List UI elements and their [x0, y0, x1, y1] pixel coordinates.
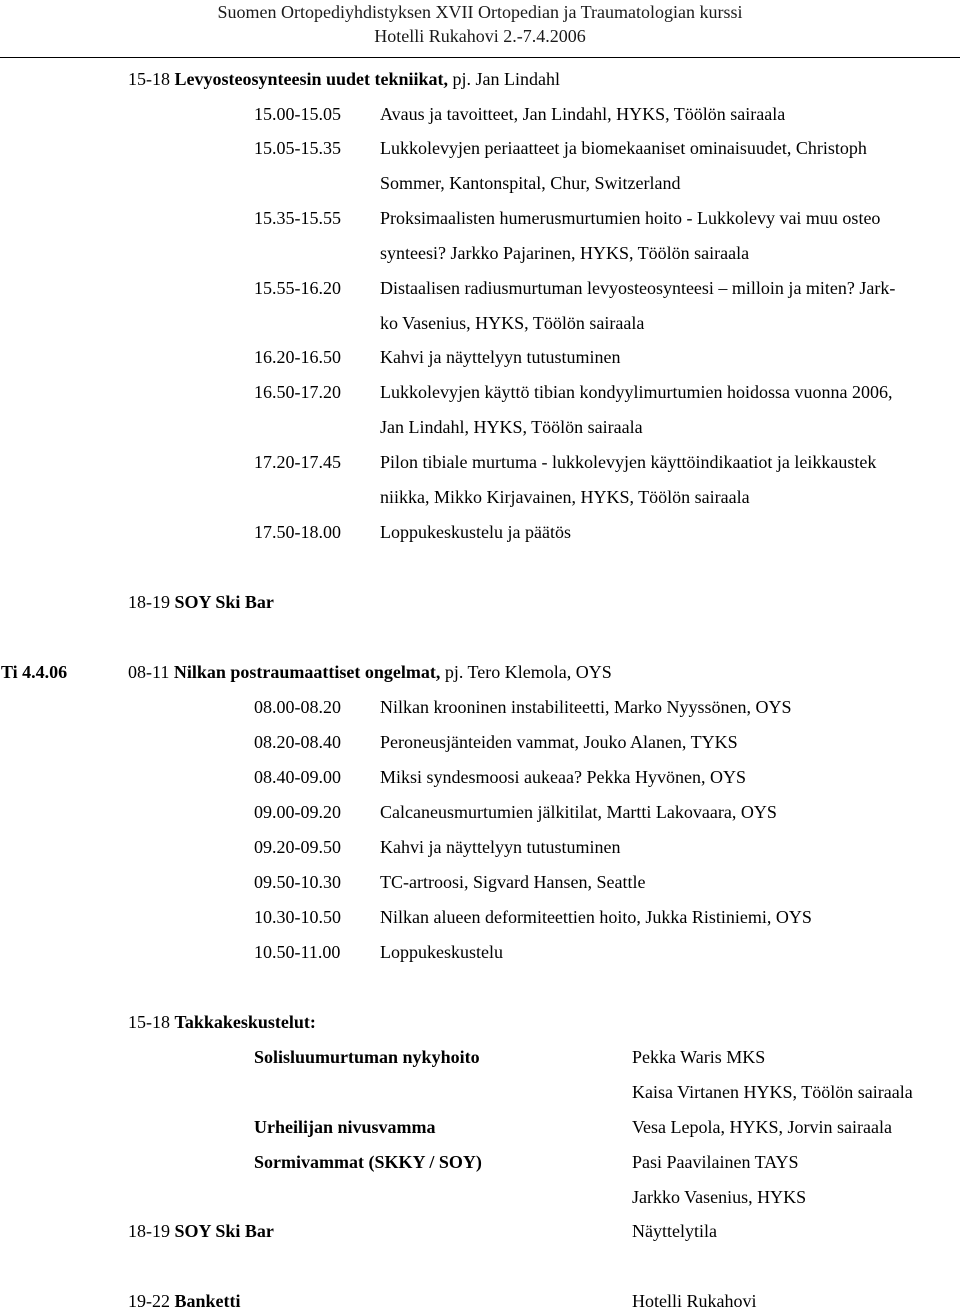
banquet-row [128, 1290, 241, 1312]
session1-item-time: 17.50-18.00 [254, 522, 341, 542]
session1-item-text-cont: Jan Lindahl, HYKS, Töölön sairaala [380, 417, 643, 437]
session1-item-text: Pilon tibiale murtuma - lukkolevyjen käyttöindikaatiot ja leikkaustek [380, 452, 877, 472]
session2-item-time: 08.00-08.20 [254, 697, 341, 717]
skibar1-row [128, 591, 274, 613]
session1-title: Levyosteosynteesin uudet tekniikat, [174, 69, 449, 89]
session1-item-time: 15.35-15.55 [254, 208, 341, 228]
fireside-speaker: Pasi Paavilainen TAYS [632, 1152, 799, 1172]
session1-time: 15-18 [128, 69, 170, 89]
session1-item-time: 15.05-15.35 [254, 138, 341, 158]
session2-item-time: 09.00-09.20 [254, 802, 341, 822]
session1-item-text: Loppukeskustelu ja päätös [380, 522, 571, 542]
session2-item-text: Kahvi ja näyttelyyn tutustuminen [380, 837, 621, 857]
session1-item-text-cont: synteesi? Jarkko Pajarinen, HYKS, Töölön sairaala [380, 243, 750, 263]
header-line-2: Hotelli Rukahovi 2.-7.4.2006 [374, 26, 586, 46]
session2-item-text: Miksi syndesmoosi aukeaa? Pekka Hyvönen, OYS [380, 767, 746, 787]
session1-item-time: 15.55-16.20 [254, 278, 341, 298]
session1-item-text: Avaus ja tavoitteet, Jan Lindahl, HYKS, Töölön sairaala [380, 104, 786, 124]
header-rule [0, 57, 960, 58]
session2-item-text: Loppukeskustelu [380, 942, 503, 962]
session2-item-text: TC-artroosi, Sigvard Hansen, Seattle [380, 872, 646, 892]
session2-title: Nilkan postraumaattiset ongelmat, [173, 662, 441, 682]
session2-item-text: Peroneusjänteiden vammat, Jouko Alanen, TYKS [380, 732, 738, 752]
header-line-1: Suomen Ortopediyhdistyksen XVII Ortopedian ja Traumatologian kurssi [217, 2, 743, 22]
skibar2-label: SOY Ski Bar [174, 1221, 274, 1241]
fireside-speaker: Vesa Lepola, HYKS, Jorvin sairaala [632, 1117, 892, 1137]
banquet-label: Banketti [174, 1291, 241, 1311]
session1-item-text-cont: niikka, Mikko Kirjavainen, HYKS, Töölön sairaala [380, 487, 750, 507]
day2-label: Ti 4.4.06 [1, 662, 68, 682]
session1-item-time: 16.50-17.20 [254, 382, 341, 402]
fireside-speaker: Kaisa Virtanen HYKS, Töölön sairaala [632, 1082, 913, 1102]
fireside-speaker: Jarkko Vasenius, HYKS [632, 1187, 807, 1207]
session1-item-text: Proksimaalisten humerusmurtumien hoito - Lukkolevy vai muu osteo [380, 208, 881, 228]
fireside-speaker: Näyttelytila [632, 1221, 717, 1241]
session1-heading [128, 68, 560, 90]
fireside-title: Takkakeskustelut: [174, 1012, 316, 1032]
session1-chair: pj. Jan Lindahl [452, 69, 560, 89]
session2-item-time: 08.20-08.40 [254, 732, 341, 752]
fireside-topic: Solisluumurtuman nykyhoito [254, 1047, 480, 1067]
session2-item-time: 10.50-11.00 [254, 942, 341, 962]
fireside-heading [128, 1011, 316, 1033]
session1-item-text: Lukkolevyjen periaatteet ja biomekaaniset ominaisuudet, Christoph [380, 138, 867, 158]
fireside-topic: Sormivammat (SKKY / SOY) [254, 1152, 482, 1172]
fireside-time: 15-18 [128, 1012, 170, 1032]
skibar2-row [128, 1220, 274, 1242]
fireside-topic: Urheilijan nivusvamma [254, 1117, 436, 1137]
session2-item-time: 09.50-10.30 [254, 872, 341, 892]
session1-item-time: 17.20-17.45 [254, 452, 341, 472]
skibar2-time: 18-19 [128, 1221, 170, 1241]
session1-item-text: Kahvi ja näyttelyyn tutustuminen [380, 347, 621, 367]
skibar1-time: 18-19 [128, 592, 170, 612]
session2-item-text: Nilkan alueen deformiteettien hoito, Jukka Ristiniemi, OYS [380, 907, 812, 927]
session2-chair: pj. Tero Klemola, OYS [444, 662, 612, 682]
session2-heading [128, 661, 612, 683]
session1-item-text: Lukkolevyjen käyttö tibian kondyylimurtumien hoidossa vuonna 2006, [380, 382, 893, 402]
session1-item-text-cont: Sommer, Kantonspital, Chur, Switzerland [380, 173, 681, 193]
skibar1-label: SOY Ski Bar [174, 592, 274, 612]
session2-item-time: 10.30-10.50 [254, 907, 341, 927]
session1-item-time: 15.00-15.05 [254, 104, 341, 124]
session1-item-text-cont: ko Vasenius, HYKS, Töölön sairaala [380, 313, 645, 333]
session1-item-time: 16.20-16.50 [254, 347, 341, 367]
session2-item-time: 08.40-09.00 [254, 767, 341, 787]
session2-item-text: Calcaneusmurtumien jälkitilat, Martti Lakovaara, OYS [380, 802, 777, 822]
banquet-time: 19-22 [128, 1291, 170, 1311]
session2-item-time: 09.20-09.50 [254, 837, 341, 857]
fireside-speaker: Pekka Waris MKS [632, 1047, 766, 1067]
banquet-place: Hotelli Rukahovi [632, 1291, 757, 1311]
session2-time: 08-11 [128, 662, 170, 682]
session2-item-text: Nilkan krooninen instabiliteetti, Marko Nyyssönen, OYS [380, 697, 792, 717]
session1-item-text: Distaalisen radiusmurtuman levyosteosynteesi – milloin ja miten? Jark- [380, 278, 896, 298]
